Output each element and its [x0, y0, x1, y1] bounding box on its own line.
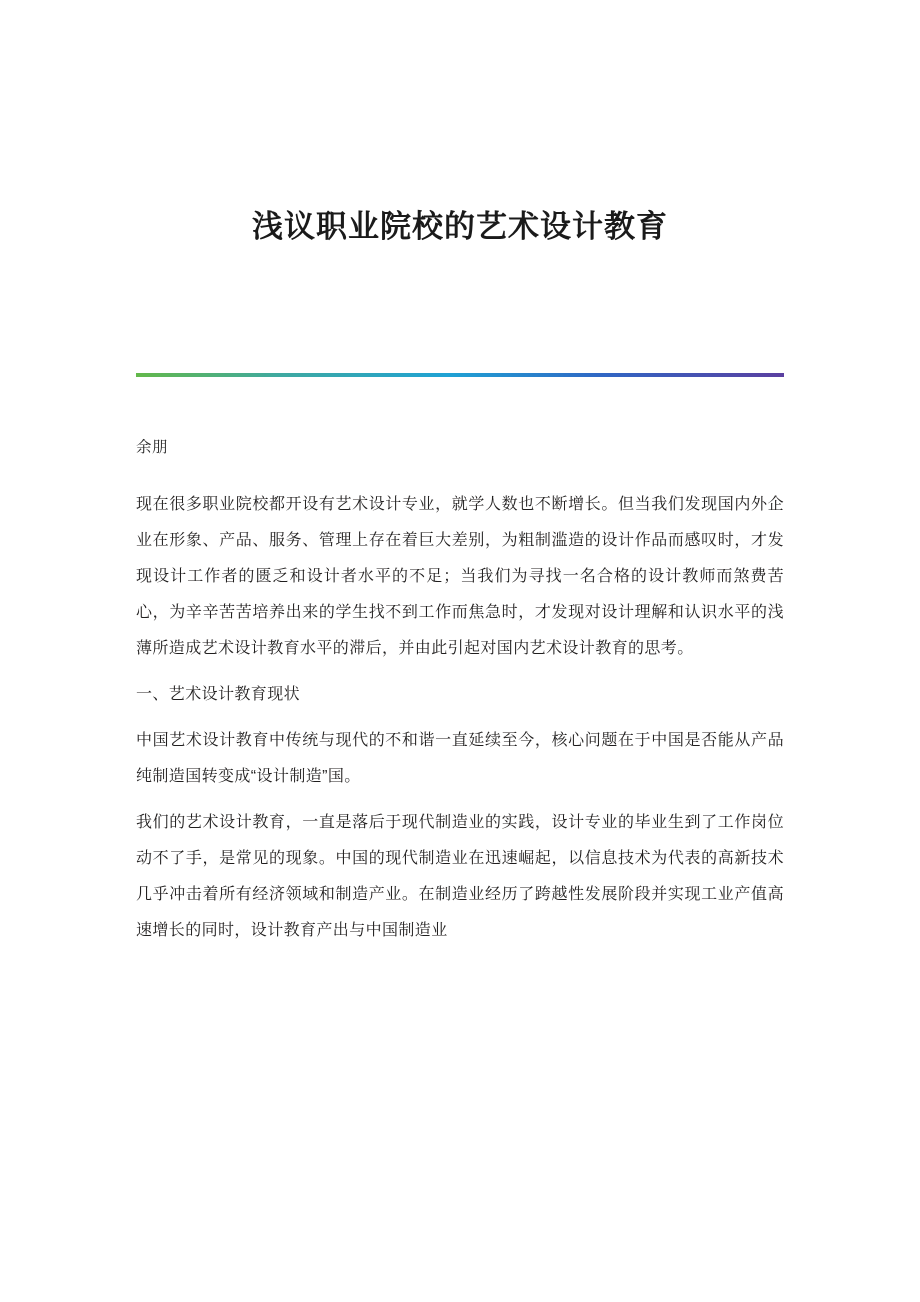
document-body — [136, 433, 784, 948]
author-name: 余朋 — [136, 439, 169, 457]
paragraph-1: 中国艺术设计教育中传统与现代的不和谐一直延续至今，核心问题在于中国是否能从产品纯制造国转变成“设计制造”国。 — [136, 731, 784, 785]
gradient-divider — [136, 373, 784, 377]
paragraph-abstract: 现在很多职业院校都开设有艺术设计专业，就学人数也不断增长。但当我们发现国内外企业在形象、产品、服务、管理上存在着巨大差别，为粗制滥造的设计作品而感叹时，才发现设计工作者的匮乏和设计者水平的不足；当我们为寻找一名合格的设计教师而煞费苦心，为辛辛苦苦培养出来的学生找不到工作而焦急时，才发现对设计理解和认识水平的浅薄所造成艺术设计教育水平的滞后，并由此引起对国内艺术设计教育的思考。 — [136, 495, 784, 657]
paragraph-2: 我们的艺术设计教育，一直是落后于现代制造业的实践，设计专业的毕业生到了工作岗位动不了手，是常见的现象。中国的现代制造业在迅速崛起，以信息技术为代表的高新技术几乎冲击着所有经济领域和制造产业。在制造业经历了跨越性发展阶段并实现工业产值高速增长的同时，设计教育产出与中国制造业 — [136, 813, 784, 939]
page-title: 浅议职业院校的艺术设计教育 — [252, 209, 668, 244]
section-heading-1: 一、艺术设计教育现状 — [136, 685, 301, 703]
